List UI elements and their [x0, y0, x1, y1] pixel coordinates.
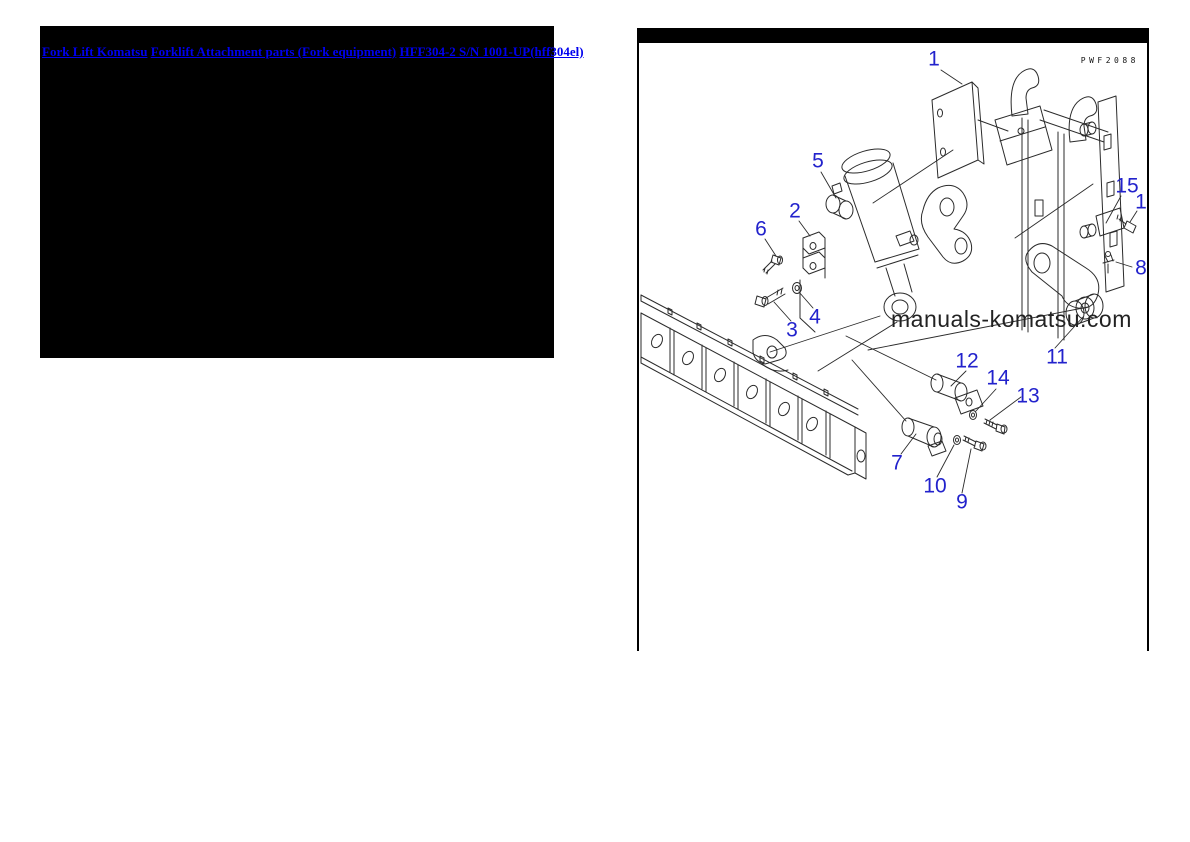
- callout-part-7: 7: [891, 451, 903, 475]
- mast-assembly: [932, 69, 1124, 340]
- carriage-frame: [641, 295, 866, 479]
- parts-diagram-line-art: [637, 28, 1149, 651]
- watermark: manuals-komatsu.com: [891, 306, 1132, 332]
- link-fork-lift-komatsu[interactable]: Fork Lift Komatsu: [42, 44, 148, 59]
- callout-part-1-screw: 1: [1135, 190, 1147, 214]
- callout-part-10: 10: [923, 474, 947, 498]
- link-model-serial[interactable]: HFF304-2 S/N 1001-UP(hff304el): [399, 44, 584, 59]
- link-attachment-parts[interactable]: Forklift Attachment parts (Fork equipment): [150, 44, 397, 59]
- callout-part-13: 13: [1016, 384, 1040, 408]
- header-banner: [40, 26, 584, 358]
- callout-part-2: 2: [789, 199, 801, 223]
- callout-part-1-plate: 1: [928, 47, 940, 71]
- callout-part-9: 9: [956, 490, 968, 514]
- support-lever-upper: [921, 185, 971, 263]
- callout-part-6: 6: [755, 217, 767, 241]
- callout-part-3: 3: [786, 318, 798, 342]
- drawing-code: PWF2088: [1080, 56, 1139, 65]
- callout-part-14: 14: [986, 366, 1010, 390]
- callout-part-5: 5: [812, 149, 824, 173]
- breadcrumb: [42, 44, 584, 59]
- callout-part-4: 4: [809, 305, 821, 329]
- callout-part-15: 15: [1115, 174, 1139, 198]
- callout-part-11: 11: [1046, 345, 1068, 369]
- callout-part-8: 8: [1135, 256, 1147, 280]
- callout-part-12: 12: [955, 349, 979, 373]
- tilt-cylinder: [832, 144, 919, 321]
